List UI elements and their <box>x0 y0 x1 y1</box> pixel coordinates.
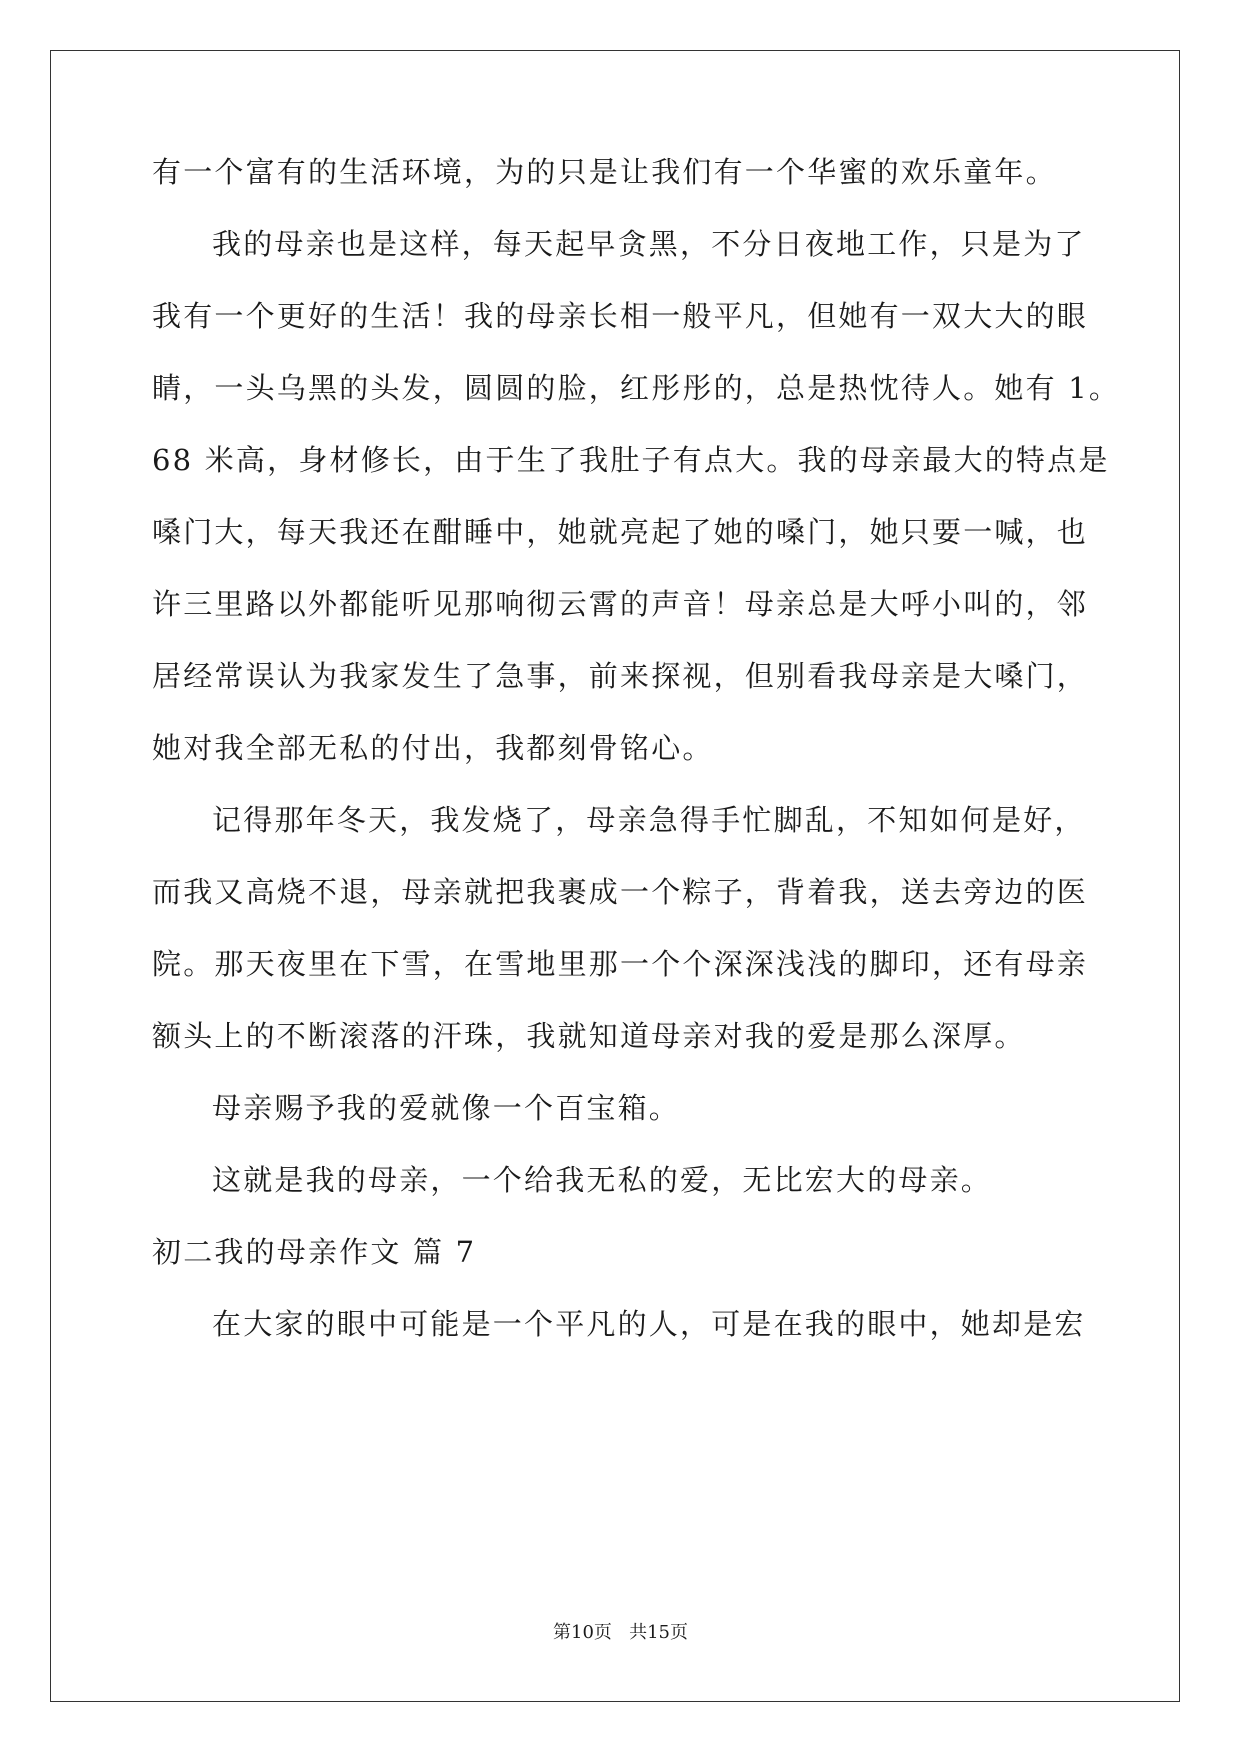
text-line: 有一个富有的生活环境，为的只是让我们有一个华蜜的欢乐童年。 <box>152 155 1057 189</box>
text-line: 68 米高，身材修长，由于生了我肚子有点大。我的母亲最大的特点是 <box>152 443 1110 477</box>
paragraph-first-line: 母亲赐予我的爱就像一个百宝箱。 <box>212 1091 681 1125</box>
text-line: 睛，一头乌黑的头发，圆圆的脸，红彤彤的，总是热忱待人。她有 1。 <box>152 371 1121 405</box>
text-line: 嗓门大，每天我还在酣睡中，她就亮起了她的嗓门，她只要一喊，也 <box>152 515 1089 549</box>
text-line: 许三里路以外都能听见那响彻云霄的声音！母亲总是大呼小叫的，邻 <box>152 587 1089 621</box>
text-line: 额头上的不断滚落的汗珠，我就知道母亲对我的爱是那么深厚。 <box>152 1019 1026 1053</box>
paragraph-first-line: 记得那年冬天，我发烧了，母亲急得手忙脚乱，不知如何是好， <box>212 803 1086 837</box>
text-line: 她对我全部无私的付出，我都刻骨铭心。 <box>152 731 714 765</box>
paragraph-first-line: 在大家的眼中可能是一个平凡的人，可是在我的眼中，她却是宏 <box>212 1307 1086 1341</box>
section-heading: 初二我的母亲作文 篇 7 <box>152 1235 477 1269</box>
page-number-footer: 第10页 共15页 <box>553 1622 688 1643</box>
text-line: 我有一个更好的生活！我的母亲长相一般平凡，但她有一双大大的眼 <box>152 299 1089 333</box>
paragraph-first-line: 我的母亲也是这样，每天起早贪黑，不分日夜地工作，只是为了 <box>212 227 1086 261</box>
text-line: 居经常误认为我家发生了急事，前来探视，但别看我母亲是大嗓门， <box>152 659 1089 693</box>
text-line: 而我又高烧不退，母亲就把我裹成一个粽子，背着我，送去旁边的医 <box>152 875 1089 909</box>
text-line: 院。那天夜里在下雪，在雪地里那一个个深深浅浅的脚印，还有母亲 <box>152 947 1089 981</box>
paragraph-first-line: 这就是我的母亲，一个给我无私的爱，无比宏大的母亲。 <box>212 1163 993 1197</box>
